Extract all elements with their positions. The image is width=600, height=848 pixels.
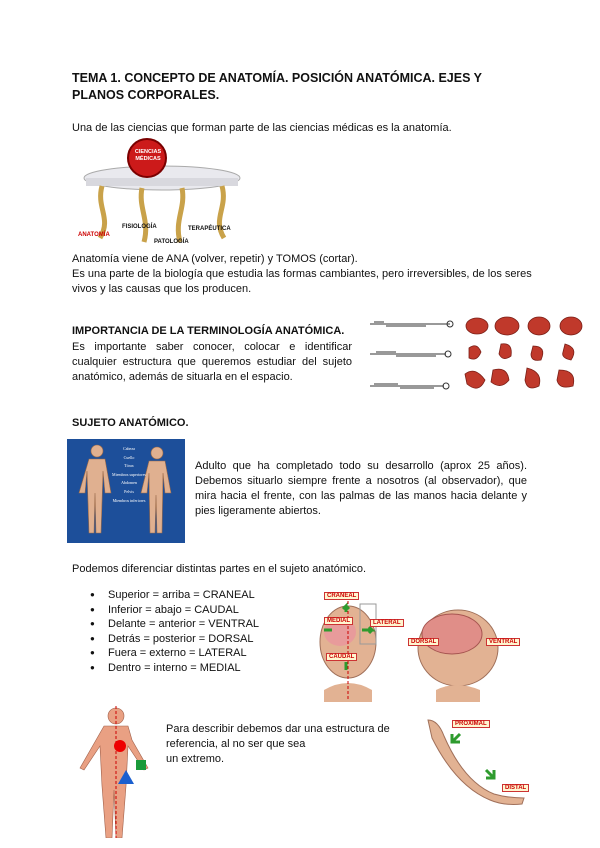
page-title: TEMA 1. CONCEPTO DE ANATOMÍA. POSICIÓN ANATÓMICA. EJES Y PLANOS CORPORALES.: [72, 71, 482, 102]
arm-image: [424, 716, 532, 808]
head-side-image: [406, 600, 518, 702]
list-item: ● Inferior = abajo = CAUDAL: [90, 603, 290, 618]
leg-label-anatomia: ANATOMÍA: [78, 232, 110, 238]
sign-line1: CIENCIAS: [134, 149, 162, 155]
region-label: Cabeza: [123, 446, 135, 451]
reclining-figures-image: [366, 314, 458, 398]
describir-line1: Para describir debemos dar una estructura de: [166, 723, 390, 735]
list-item: ● Superior = arriba = CRANEAL: [90, 588, 290, 603]
intro-paragraph: Una de las ciencias que forman parte de las ciencias médicas es la anatomía.: [72, 122, 452, 134]
leg-label-fisiologia: FISIOLOGÍA: [122, 224, 157, 230]
body-regions-list: [111, 445, 147, 505]
tag-distal: DISTAL: [502, 784, 529, 792]
region-label: Cuello: [123, 454, 135, 460]
describir-line2: referencia, al no ser que sea: [166, 738, 306, 750]
leg-label-patologia: PATOLOGÍA: [154, 239, 189, 245]
tag-ventral: VENTRAL: [486, 638, 520, 646]
medical-sciences-table-image: [72, 138, 252, 248]
tag-caudal: CAUDAL: [326, 653, 357, 661]
list-item: ● Fuera = externo = LATERAL: [90, 646, 290, 661]
region-label: Pelvis: [124, 488, 134, 494]
tag-medial: MEDIAL: [324, 617, 353, 625]
directional-terms-list: [90, 588, 290, 676]
importancia-heading: IMPORTANCIA DE LA TERMINOLOGÍA ANATÓMICA.: [72, 325, 345, 337]
describir-line3: un extremo.: [166, 753, 225, 765]
sign-line2: MÉDICAS: [135, 156, 161, 162]
organs-image: [463, 314, 591, 398]
tag-craneal: CRANEAL: [324, 592, 359, 600]
leg-label-terapeutica: TERAPÉUTICA: [188, 226, 231, 232]
anatomical-subject-image: [67, 439, 185, 543]
tag-proximal: PROXIMAL: [452, 720, 490, 728]
region-label: Tórax: [124, 463, 134, 469]
list-item: ● Detrás = posterior = DORSAL: [90, 632, 290, 647]
list-item: ● Delante = anterior = VENTRAL: [90, 617, 290, 632]
tag-lateral: LATERAL: [370, 619, 404, 627]
head-front-image: [306, 590, 406, 702]
partes-intro: Podemos diferenciar distintas partes en el sujeto anatómico.: [72, 563, 367, 575]
sujeto-text: Adulto que ha completado todo su desarrollo (aprox 25 años). Debemos situarlo siempre frente a nosotros (al observador), que mira hacia el frente, con las palmas de las manos hacia delante y pies ligeramente abiertos.: [195, 460, 527, 517]
tag-dorsal: DORSAL: [408, 638, 439, 646]
region-label: Miembros superiores: [112, 471, 146, 477]
importancia-text: Es importante saber conocer, colocar e identificar cualquier estructura que queremos estudiar del sujeto anatómico, además de situarla en el espacio.: [72, 341, 352, 383]
region-label: Abdomen: [121, 480, 137, 486]
sujeto-heading: SUJETO ANATÓMICO.: [72, 417, 189, 429]
region-label: Miembros inferiores: [112, 497, 146, 503]
definition-line1: Anatomía viene de ANA (volver, repetir) y TOMOS (cortar).: [72, 253, 358, 265]
list-item: ● Dentro = interno = MEDIAL: [90, 661, 290, 676]
definition-line2: Es una parte de la biología que estudia las formas cambiantes, pero irreversibles, de los seres vivos y las causas que los producen.: [72, 268, 532, 295]
body-shapes-image: [72, 706, 160, 838]
